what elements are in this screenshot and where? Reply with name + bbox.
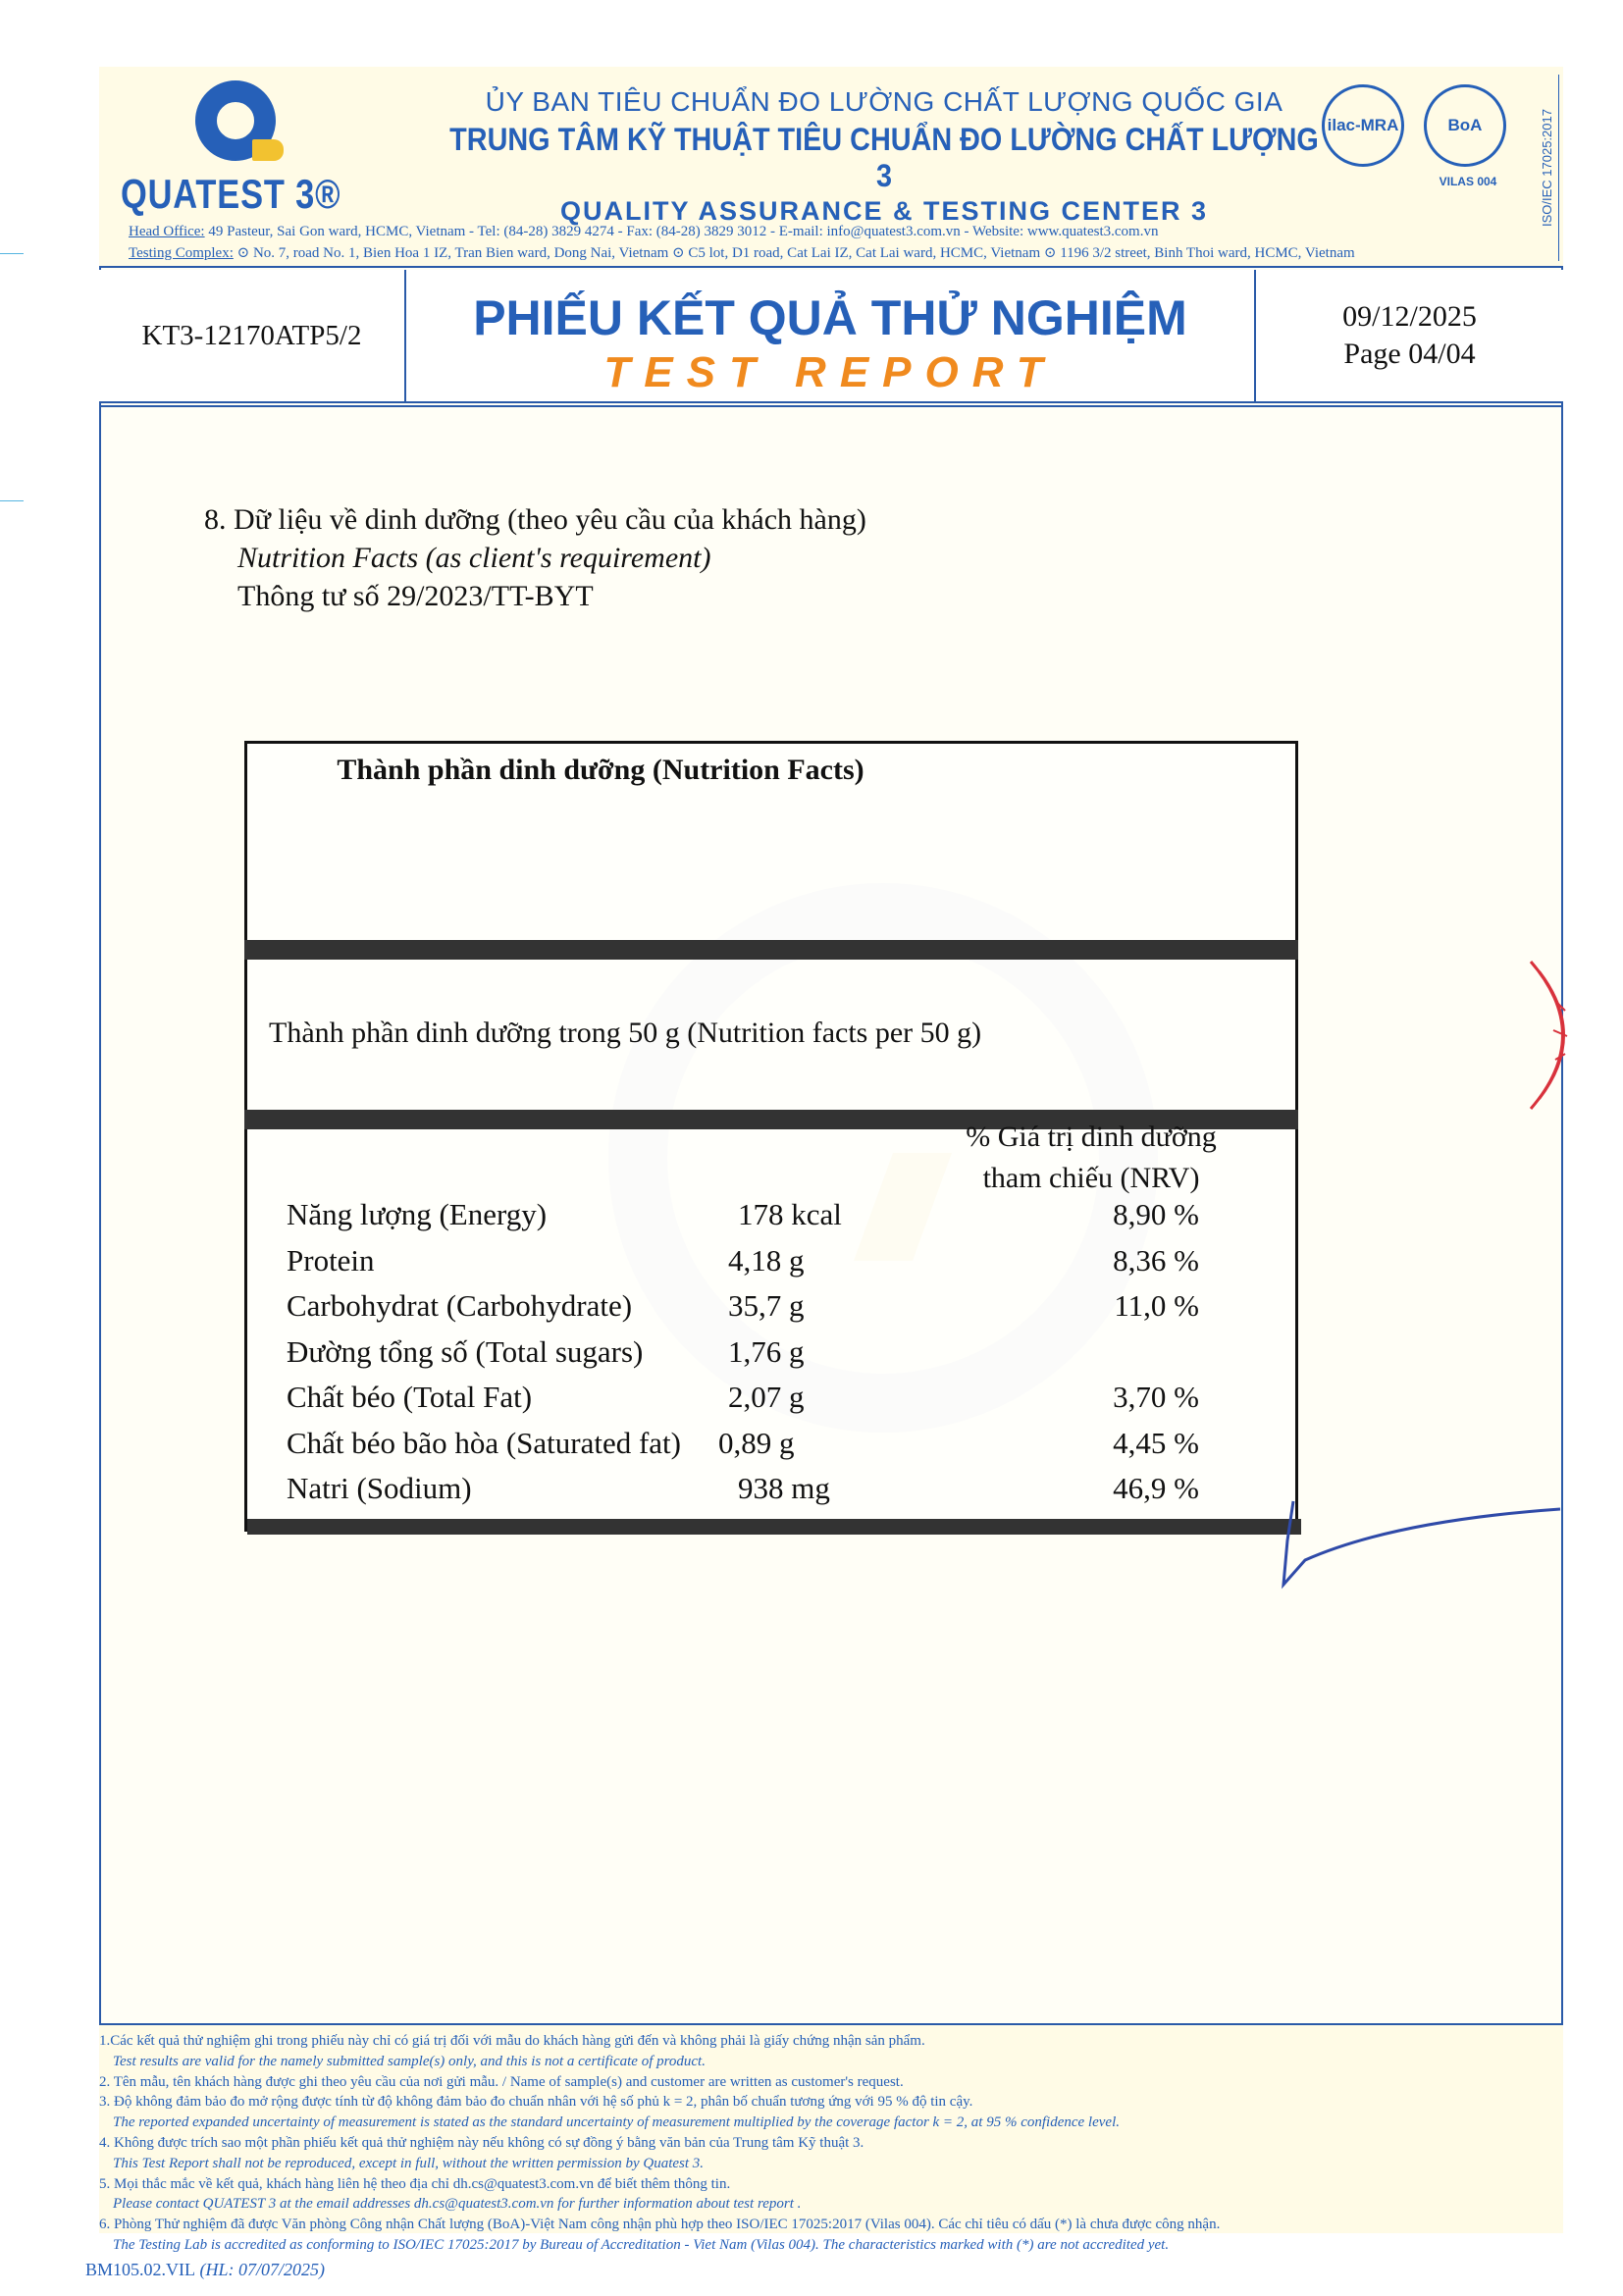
nutrition-row [287, 1471, 1268, 1517]
report-code: KT3-12170ATP5/2 [99, 270, 406, 401]
head-office-text: 49 Pasteur, Sai Gon ward, HCMC, Vietnam - Tel: (84-28) 3829 4274 - Fax: (84-28) 3829 3012 - E-mail: info@quatest3.com.vn - Website: www.quatest3.com.vn [204, 224, 1159, 239]
head-office-label: Head Office: [129, 224, 205, 239]
nutrient-name: Natri (Sodium) [287, 1471, 472, 1505]
report-page: Page 04/04 [1343, 338, 1476, 370]
report-date-page [1254, 270, 1563, 401]
red-stamp-icon [1526, 952, 1595, 1119]
nrv-header-line-2: tham chiếu (NRV) [982, 1162, 1200, 1194]
nutrition-rows [287, 1197, 1268, 1517]
section-heading-en: Nutrition Facts (as client's requirement) [237, 542, 711, 574]
nutrient-name: Protein [287, 1242, 375, 1278]
report-title [406, 270, 1254, 401]
nutrient-nrv: 11,0 % [1114, 1288, 1199, 1323]
nutrition-title: Thành phần dinh dưỡng (Nutrition Facts) [337, 754, 864, 786]
letterhead [99, 67, 1563, 268]
note-en: The Testing Lab is accredited as conforming to ISO/IEC 17025:2017 by Bureau of Accreditation - Viet Nam (Vilas 004). The characteristics marked with (*) are not accredited yet. [113, 2236, 1170, 2253]
nutrient-nrv: 3,70 % [1113, 1380, 1199, 1414]
nutrient-name: Carbohydrat (Carbohydrate) [287, 1288, 633, 1323]
note-vi: 2. Tên mẫu, tên khách hàng được ghi theo yêu cầu của nơi gửi mẫu. / Name of sample(s) and customer are written as customer's request. [99, 2073, 904, 2090]
edge-mark [0, 253, 24, 254]
logo-text: QUATEST 3® [121, 171, 341, 217]
nutrition-row [287, 1380, 1268, 1426]
nutrient-name: Chất béo (Total Fat) [287, 1380, 533, 1414]
testing-complex-label: Testing Complex: [129, 245, 234, 261]
nutrient-amount: 1,76 g [728, 1333, 805, 1369]
org-line-1: ỦY BAN TIÊU CHUẨN ĐO LƯỜNG CHẤT LƯỢNG QUỐC GIA [485, 86, 1283, 117]
title-separator [99, 405, 1563, 409]
note-vi: 5. Mọi thắc mắc về kết quả, khách hàng liên hệ theo địa chỉ dh.cs@quatest3.com.vn để biết thêm thông tin. [99, 2175, 731, 2192]
nutrition-row [287, 1426, 1268, 1472]
report-title-band [99, 270, 1563, 403]
ilac-mra-badge-icon: ilac-MRA [1322, 84, 1404, 167]
org-line-3: QUALITY ASSURANCE & TESTING CENTER 3 [559, 196, 1209, 226]
organization-name [393, 86, 1375, 227]
testing-complex-address [129, 243, 1542, 262]
form-code-id: BM105.02.VIL [85, 2260, 195, 2279]
section-heading [204, 500, 866, 615]
report-date: 09/12/2025 [1342, 300, 1477, 333]
table-bottom-bar [247, 1519, 1301, 1535]
nutrient-amount: 938 mg [738, 1471, 830, 1505]
nutrient-amount: 4,18 g [728, 1242, 805, 1278]
form-code [85, 2260, 325, 2280]
nutrition-row [287, 1334, 1268, 1381]
testing-complex-text: ⊙ No. 7, road No. 1, Bien Hoa 1 IZ, Tran Bien ward, Dong Nai, Vietnam ⊙ C5 lot, D1 road, Cat Lai IZ, Cat Lai ward, HCMC, Vietnam ⊙ 1196 3/2 street, Binh Thoi ward, HCMC, Vietnam [233, 245, 1355, 261]
quatest-logo [121, 77, 415, 217]
note-en: Please contact QUATEST 3 at the email addresses dh.cs@quatest3.com.vn for further information about test report . [113, 2196, 802, 2213]
thick-rule [244, 940, 1298, 960]
nutrition-row [287, 1197, 1268, 1243]
nutrient-amount: 35,7 g [728, 1288, 805, 1323]
nutrient-nrv: 4,45 % [1113, 1425, 1199, 1460]
report-title-en: TEST REPORT [603, 348, 1057, 396]
per-serving-label: Thành phần dinh dưỡng trong 50 g (Nutrition facts per 50 g) [269, 1017, 982, 1049]
boa-badge-icon: BoA [1424, 84, 1506, 167]
note-en: This Test Report shall not be reproduced, except in full, without the written permission by Quatest 3. [113, 2155, 705, 2171]
nutrient-nrv: 46,9 % [1113, 1471, 1199, 1505]
note-vi: 6. Phòng Thử nghiệm đã được Văn phòng Công nhận Chất lượng (BoA)-Việt Nam công nhận phù hợp theo ISO/IEC 17025:2017 (Vilas 004). Các chỉ tiêu có dấu (*) là chưa được công nhận. [99, 2217, 1221, 2233]
nutrient-name: Năng lượng (Energy) [287, 1197, 548, 1231]
note-vi: 1.Các kết quả thử nghiệm ghi trong phiếu này chỉ có giá trị đối với mẫu do khách hàng gửi đến và không phải là giấy chứng nhận sản phẩm. [99, 2033, 925, 2049]
vilas-label: VILAS 004 [1439, 175, 1497, 188]
note-en: Test results are valid for the namely submitted sample(s) only, and this is not a certificate of product. [113, 2053, 706, 2069]
nutrient-amount: 0,89 g [718, 1425, 795, 1460]
report-title-vi: PHIẾU KẾT QUẢ THỬ NGHIỆM [473, 290, 1187, 345]
accreditation-badges [1322, 84, 1518, 202]
note-en: The reported expanded uncertainty of measurement is stated as the standard uncertainty of measurement multiplied by the coverage factor k = 2, at 95 % confidence level. [113, 2114, 1120, 2131]
nrv-header [929, 1117, 1253, 1199]
nrv-header-line-1: % Giá trị dinh dưỡng [966, 1121, 1217, 1153]
form-code-date: (HL: 07/07/2025) [195, 2260, 325, 2279]
section-regulation: Thông tư số 29/2023/TT-BYT [237, 580, 594, 612]
signature-icon [1276, 1491, 1570, 1590]
nutrient-amount: 178 kcal [738, 1197, 842, 1231]
nutrient-nrv: 8,36 % [1113, 1242, 1199, 1278]
note-vi: 4. Không được trích sao một phần phiếu kết quả thử nghiệm này nếu không có sự đồng ý bằng văn bản của Trung tâm Kỹ thuật 3. [99, 2134, 864, 2151]
iso-side-label: ISO/IEC 17025:2017 [1540, 75, 1559, 261]
nutrition-facts-table [244, 741, 1298, 1532]
nutrition-row [287, 1288, 1268, 1334]
org-line-2: TRUNG TÂM KỸ THUẬT TIÊU CHUẨN ĐO LƯỜNG CHẤT LƯỢNG 3 [449, 122, 1319, 193]
footer-notes [99, 2023, 1563, 2253]
nutrient-name: Chất béo bão hòa (Saturated fat) [287, 1425, 681, 1460]
nutrient-name: Đường tổng số (Total sugars) [287, 1333, 644, 1369]
edge-mark [0, 500, 24, 501]
nutrient-nrv: 8,90 % [1113, 1197, 1199, 1231]
nutrient-amount: 2,07 g [728, 1380, 805, 1414]
note-vi: 3. Độ không đảm bảo đo mở rộng được tính từ độ không đảm bảo đo chuẩn nhân với hệ số phủ k = 2, phân bố chuẩn tương ứng với 95 % độ tin cậy. [99, 2094, 973, 2111]
logo-tail-icon [252, 139, 284, 161]
head-office-address [129, 224, 1542, 240]
section-heading-vi: 8. Dữ liệu về dinh dưỡng (theo yêu cầu của khách hàng) [204, 503, 866, 536]
nutrition-row [287, 1243, 1268, 1289]
